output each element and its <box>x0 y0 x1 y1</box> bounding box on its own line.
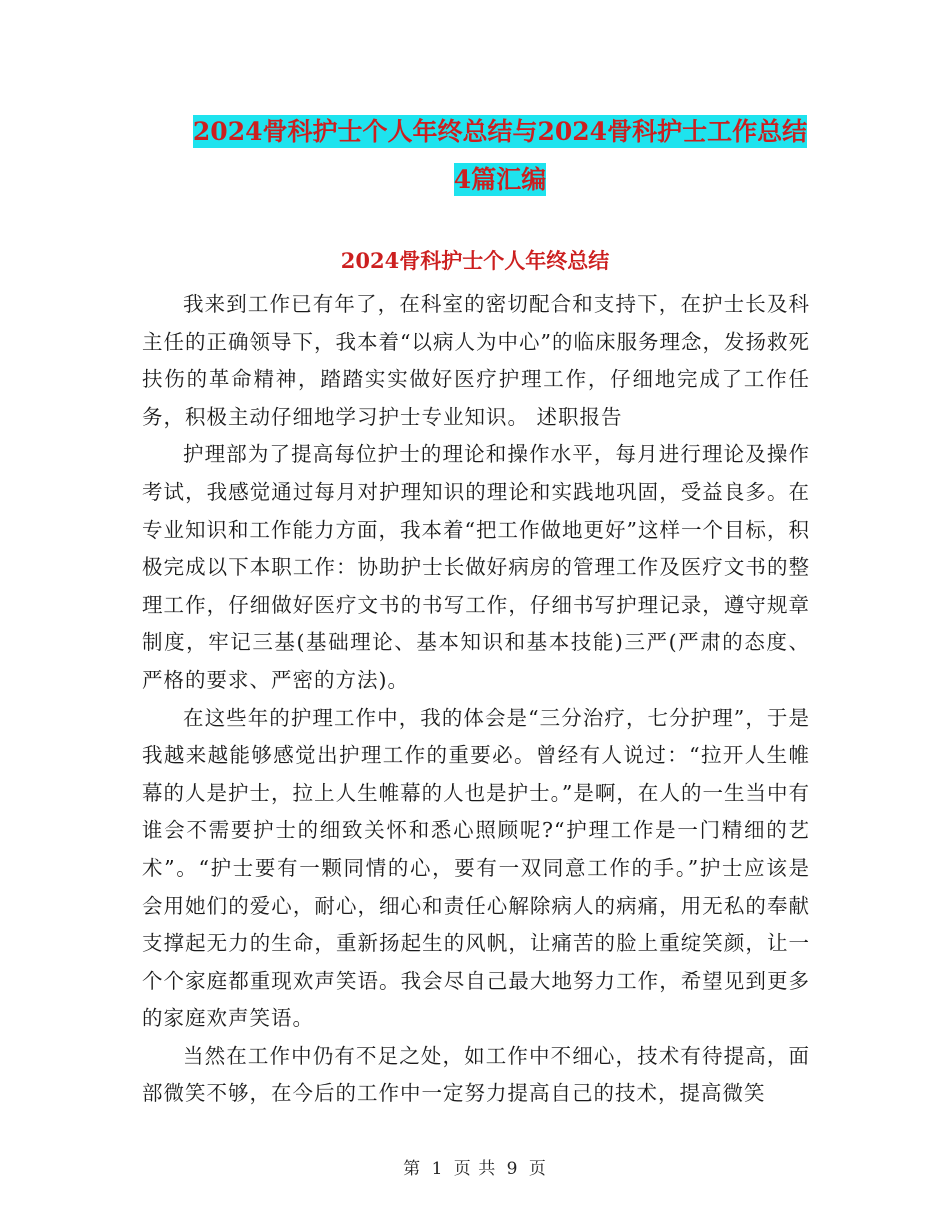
paragraph-4: 当然在工作中仍有不足之处，如工作中不细心，技术有待提高，面部微笑不够，在今后的工作中一定努力提高自己的技术，提高微笑 <box>142 1043 810 1106</box>
document-title-line1: 2024骨科护士个人年终总结与2024骨科护士工作总结 <box>192 117 808 146</box>
paragraph-3: 在这些年的护理工作中，我的体会是“三分治疗，七分护理”，于是我越来越能够感觉出护理工作的重要必。曾经有人说过：“拉开人生帷幕的人是护士，拉上人生帷幕的人也是护士。”是啊，在人的一生当中有谁会不需要护士的细致关怀和悉心照顾呢?“护理工作是一门精细的艺术”。“护士要有一颗同情的心，要有一双同意工作的手。”护士应该是会用她们的爱心，耐心，细心和责任心解除病人的病痛，用无私的奉献支撑起无力的生命，重新扬起生的风帆，让痛苦的脸上重绽笑颜，让一个个家庭都重现欢声笑语。我会尽自己最大地努力工作，希望见到更多的家庭欢声笑语。 <box>142 705 810 1031</box>
footer-suffix: 页 <box>528 1159 547 1179</box>
document-body <box>142 286 810 1113</box>
document-title <box>140 108 860 204</box>
paragraph-2: 护理部为了提高每位护士的理论和操作水平，每月进行理论及操作考试，我感觉通过每月对护理知识的理论和实践地巩固，受益良多。在专业知识和工作能力方面，我本着“把工作做地更好”这样一个目标，积极完成以下本职工作：协助护士长做好病房的管理工作及医疗文书的整理工作，仔细做好医疗文书的书写工作，仔细书写护理记录，遵守规章制度，牢记三基(基础理论、基本知识和基本技能)三严(严肃的态度、严格的要求、严密的方法)。 <box>142 442 810 692</box>
page-footer <box>0 1154 950 1179</box>
footer-prefix: 第 <box>403 1159 422 1179</box>
footer-total-pages: 9 <box>506 1159 519 1179</box>
footer-middle: 页 共 <box>453 1159 497 1179</box>
section-title: 2024骨科护士个人年终总结 <box>340 248 610 273</box>
footer-current-page: 1 <box>431 1159 444 1179</box>
document-title-line2: 4篇汇编 <box>453 165 547 194</box>
paragraph-1: 我来到工作已有年了，在科室的密切配合和支持下，在护士长及科主任的正确领导下，我本着“以病人为中心”的临床服务理念，发扬救死扶伤的革命精神，踏踏实实做好医疗护理工作，仔细地完成了工作任务，积极主动仔细地学习护士专业知识。 述职报告 <box>142 292 810 429</box>
